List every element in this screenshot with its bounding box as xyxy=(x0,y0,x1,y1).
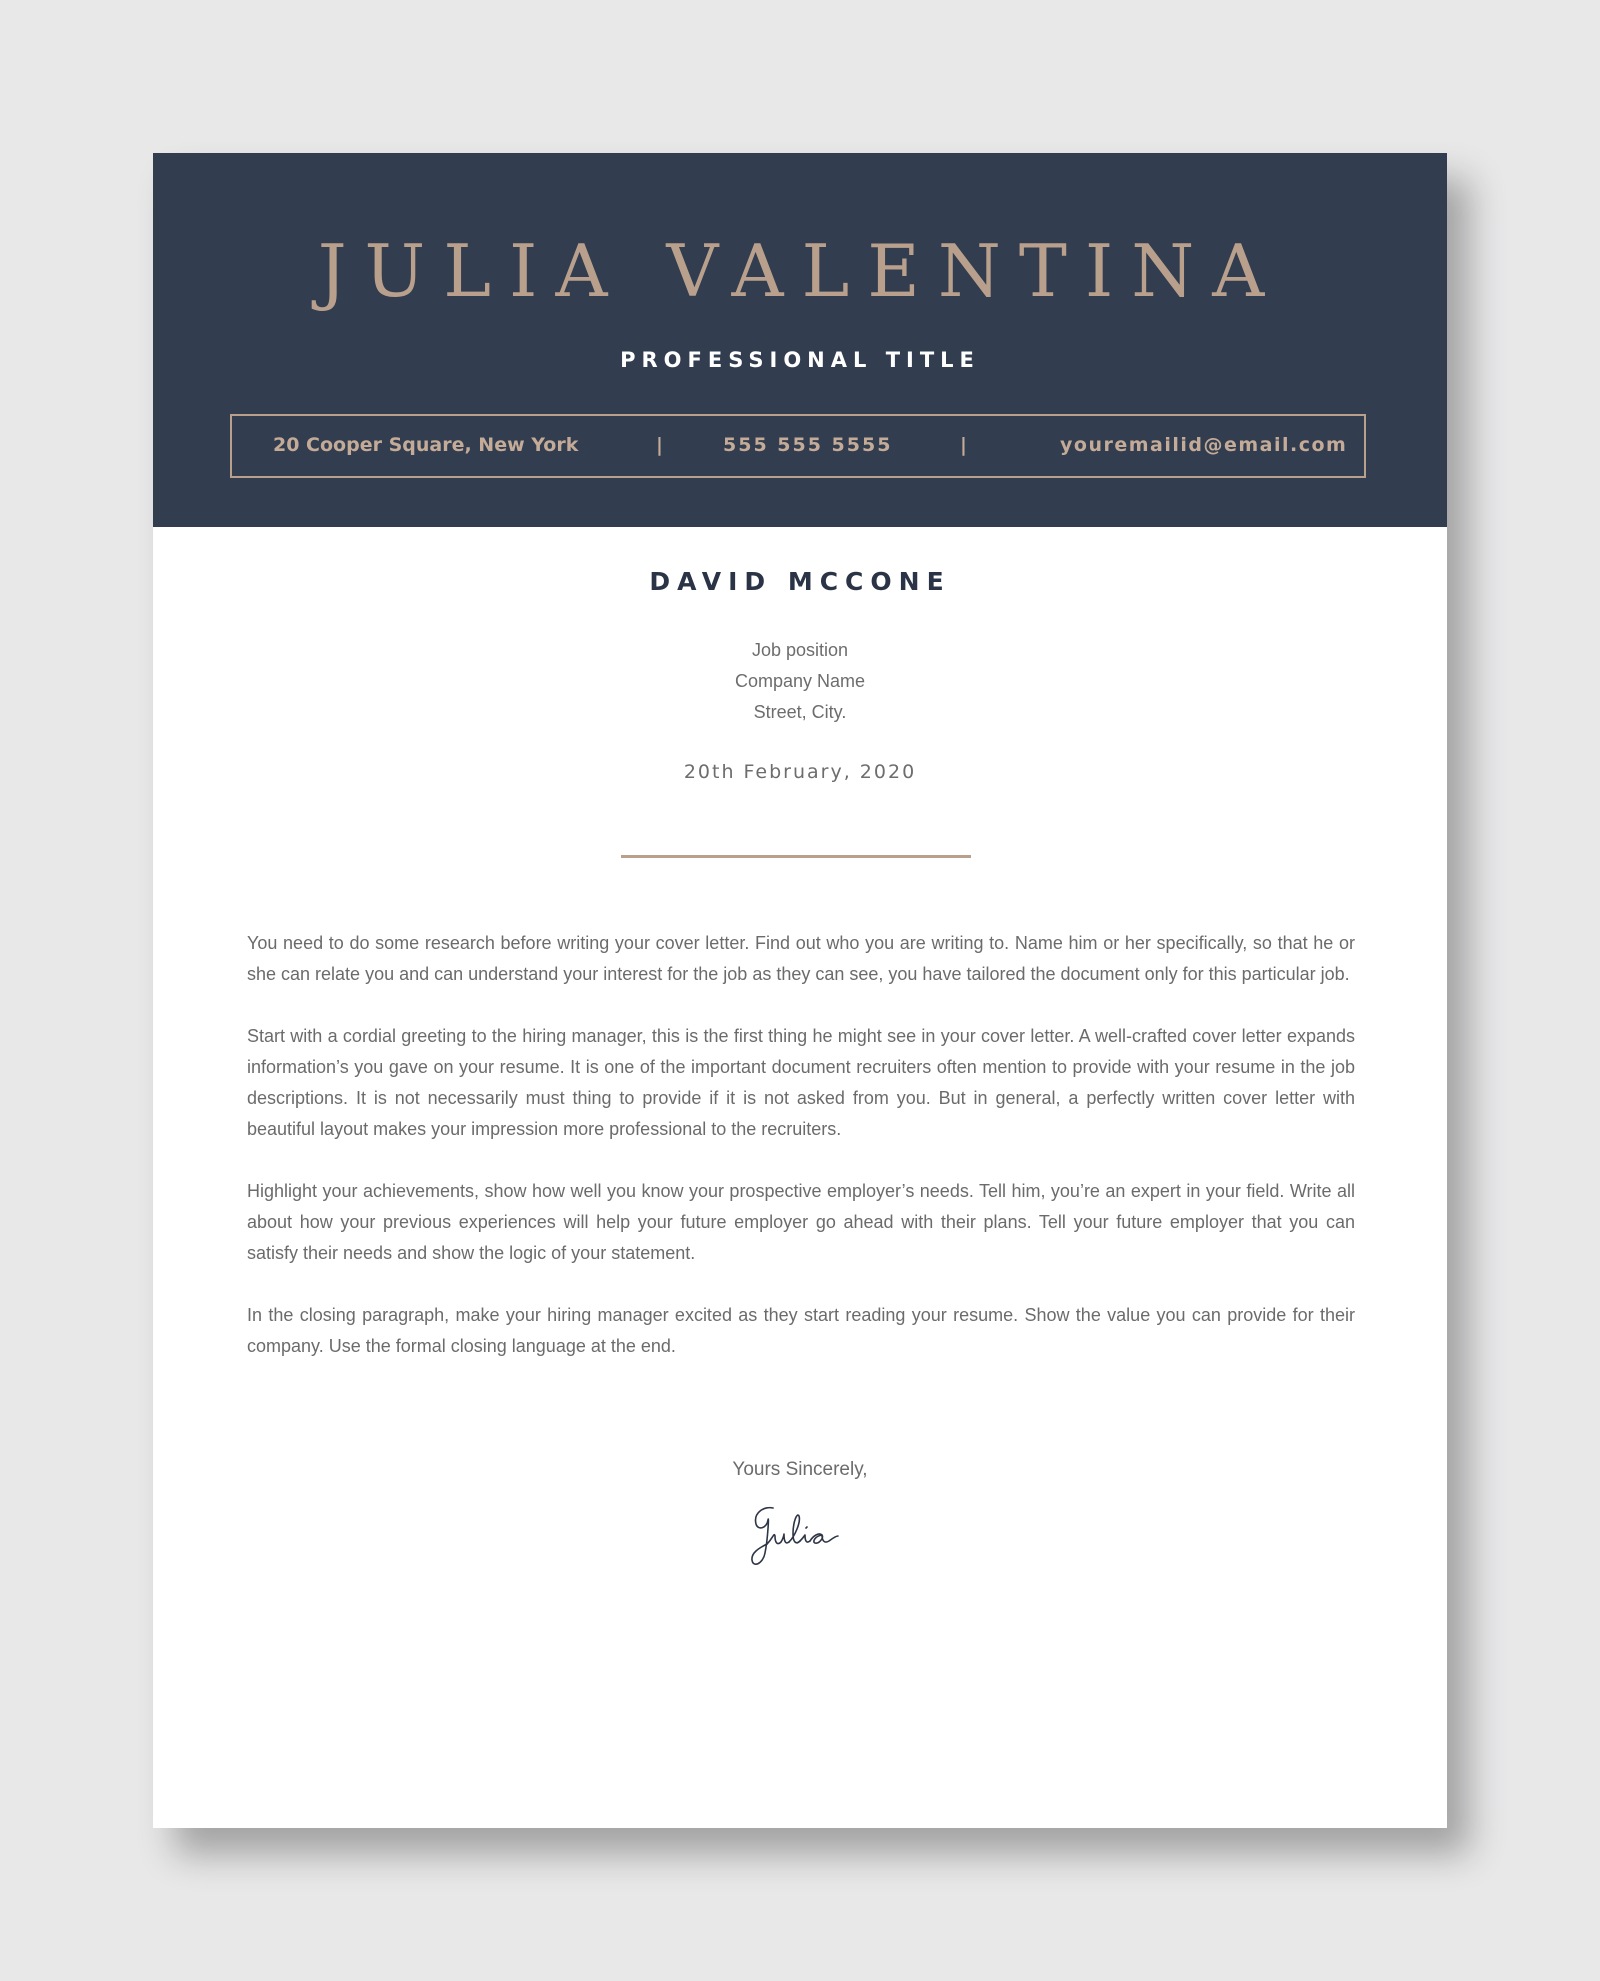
recipient-job-position: Job position xyxy=(751,640,849,660)
contact-separator: | xyxy=(960,434,967,456)
cover-letter-page xyxy=(153,153,1447,1828)
sender-name: JULIA VALENTINA xyxy=(317,229,1283,313)
body-paragraph: In the closing paragraph, make your hiring manager excited as they start reading your resume. Show the value you can provide for their company. Use the formal closing language at the end. xyxy=(247,1305,1355,1356)
letter-date: 20th February, 2020 xyxy=(683,761,917,783)
professional-title: PROFESSIONAL TITLE xyxy=(620,348,980,372)
recipient-street: Street, City. xyxy=(753,702,847,722)
recipient-name: DAVID MCCONE xyxy=(649,567,951,596)
contact-bar xyxy=(230,414,1366,478)
contact-address: 20 Cooper Square, New York xyxy=(273,434,579,456)
contact-email: youremailid@email.com xyxy=(1060,434,1348,456)
contact-separator: | xyxy=(656,434,663,456)
recipient-company: Company Name xyxy=(734,671,866,691)
body-paragraph: You need to do some research before writing your cover letter. Find out who you are writing to. Name him or her specifically, so that he or she can relate you and can understand your interest for the job as they can see, you have tailored the document only for this particular job. xyxy=(247,933,1355,984)
divider-line xyxy=(621,855,971,858)
body-paragraph: Highlight your achievements, show how well you know your prospective employer’s needs. Tell him, you’re an expert in your field. Write all about how your previous experiences will help your future employer go ahead with their plans. Tell your future employer that you can satisfy their needs and show the logic of your statement. xyxy=(247,1181,1355,1263)
signature-icon xyxy=(743,1498,863,1578)
body-paragraph: Start with a cordial greeting to the hiring manager, this is the first thing he might see in your cover letter. A well-crafted cover letter expands information’s you gave on your resume. It is one of the important document recruiters often mention to provide with your resume in the job descriptions. It is not necessarily must thing to provide if it is not asked from you. But in general, a perfectly written cover letter with beautiful layout makes your impression more professional to the recruiters. xyxy=(247,1026,1355,1139)
letter-body xyxy=(247,928,1355,1393)
closing-salutation: Yours Sincerely, xyxy=(732,1459,868,1480)
header-banner xyxy=(153,153,1447,527)
contact-phone: 555 555 5555 xyxy=(723,434,893,456)
